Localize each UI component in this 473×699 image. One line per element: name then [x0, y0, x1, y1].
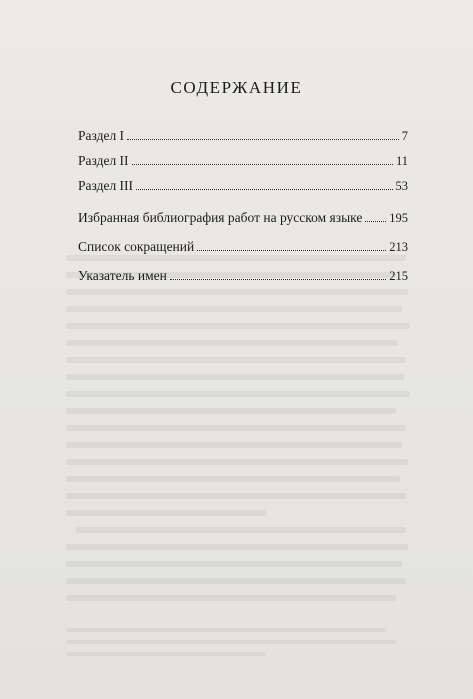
dot-leader — [170, 279, 386, 280]
toc-entry[interactable] — [78, 210, 408, 226]
toc-entry-title: Раздел III — [78, 178, 134, 194]
toc-entry[interactable] — [78, 239, 408, 255]
toc-entry-title: Указатель имен — [78, 267, 167, 283]
table-of-contents — [78, 128, 408, 284]
toc-entry-page: 195 — [389, 210, 408, 225]
toc-entry-page: 11 — [395, 154, 408, 169]
dot-leader — [127, 139, 399, 140]
toc-entry-page: 7 — [401, 129, 408, 143]
dot-leader — [136, 189, 392, 190]
toc-entry-title: Раздел I — [78, 128, 125, 143]
toc-entry[interactable] — [78, 268, 408, 284]
toc-entry[interactable] — [78, 153, 408, 169]
dot-leader — [132, 164, 393, 165]
toc-entry-title: Раздел II — [78, 153, 129, 169]
toc-entry[interactable] — [78, 178, 408, 194]
dot-leader — [365, 221, 386, 222]
page-title: СОДЕРЖАНИЕ — [170, 78, 303, 97]
toc-entry-page: 213 — [389, 239, 408, 254]
toc-entry[interactable] — [78, 128, 408, 144]
toc-entry-page: 215 — [389, 268, 408, 283]
toc-entry-title: Избранная библиография работ на русском языке — [78, 209, 363, 225]
toc-entry-page: 53 — [395, 179, 408, 194]
toc-entry-title: Список сокращений — [78, 238, 195, 254]
dot-leader — [197, 250, 386, 251]
